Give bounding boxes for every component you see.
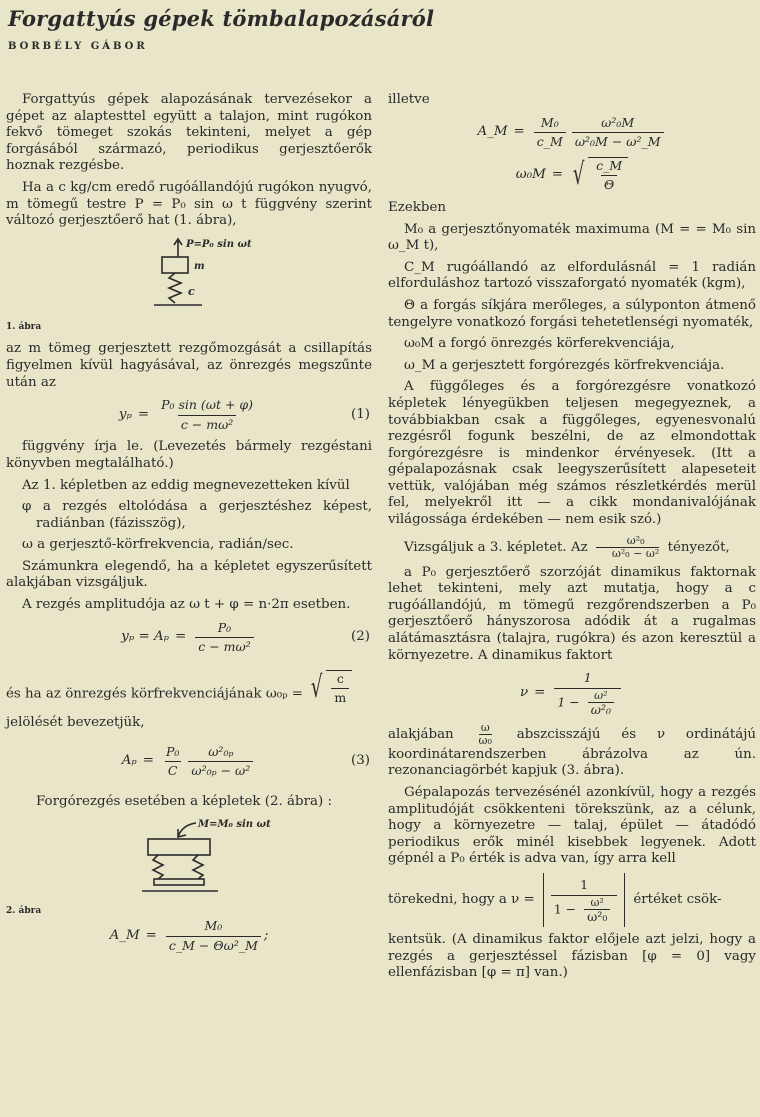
paragraph: kentsük. (A dinamikus faktor előjele azt jelzi, hogy a rezgés a gerjesztéssel fázisban [φ = 0] vagy ellenfázisban [φ = π] van.) (388, 931, 756, 981)
eq4-numerator: M₀ (204, 918, 223, 933)
abscissa-denominator: ω₀ (478, 733, 492, 747)
root-denominator: m (331, 688, 349, 707)
definition-M0: M₀ a gerjesztőnyomaték maximuma (M = = M₀ sin ω_M t), (388, 221, 756, 254)
equation-4: A_M = $\frac{\text{M₀}}{\text{c\_M − Θω²\_M}}$ ; (109, 918, 269, 953)
paragraph: Az 1. képletben az eddig megnevezetteken kívül (22, 477, 350, 493)
paragraph: a P₀ gerjesztőerő szorzóját dinamikus faktornak lehet tekinteni, mely azt mutatja, hogy a c rugóállandójú, m tömegű rezgőrendszerben a P₀ gerjesztőerő hányszorosa adódik át a rugalmas alátámasztásra (talajra, rugókra) és azon keresztül a környezetre. A dinamikus faktort (388, 564, 756, 663)
left-column (6, 92, 372, 960)
eq7-lhs: ν (520, 684, 529, 700)
abs-numerator: 1 (580, 877, 589, 893)
paragraph-factor (388, 535, 756, 560)
fig2-moment-label: M=M₀ sin ωt (198, 819, 271, 831)
text: Vizsgáljuk a 3. képletet. Az (404, 539, 588, 555)
figure-2-caption: 2. ábra (6, 906, 42, 917)
paragraph: A függőleges és a forgórezgésre vonatkozó képletek lényegükben teljesen megegyeznek, a továbbiakban csak a függőleges, egyenesvonalú rezgésről fogunk beszélni, de az elmondottak forgórezgésre is mindenkor érvényesek. (Itt a gépalapozásnak csak leegyszerűsített alapeseteit vettük, valójában még számos részletkérdés merül fel, melyekről itt — a cikk mondanivalójának világossága érdekében — nem esik szó.) (388, 379, 756, 528)
definition-phi: φ a rezgés eltolódása a gerjesztéshez képest, radiánban (fázisszög), (22, 499, 372, 531)
eq6-numerator: c_M (596, 157, 623, 173)
factor-denominator: ω²₀ − ω² (596, 547, 659, 560)
text: abszcisszájú és ν ordinátájú koordinátarendszerben ábrázolva az ún. rezonanciagörbét kapjuk (3. ábra). (388, 726, 756, 779)
equation-7: ν = 1 1 − $\frac{\text{ω²}}{\text{ω²₀}}$ (388, 670, 756, 716)
root-numerator: c (336, 670, 344, 686)
text: tényezőt, (667, 539, 730, 555)
eq1-numerator: P₀ sin (ωt + φ) (161, 397, 254, 413)
fig1-force-label: P=P₀ sin ωt (186, 238, 252, 250)
eq2-number: (2) (351, 629, 370, 645)
fig1-mass-label: m (194, 260, 205, 272)
paragraph-resonance (388, 722, 756, 780)
eq2-lhs: yₚ = Aₚ (121, 629, 169, 645)
eq5-num2: ω²₀M (601, 114, 635, 130)
eq4-lhs: A_M (109, 927, 140, 943)
text: értéket csök- (633, 891, 722, 907)
figure-2-torsion (6, 815, 372, 901)
paragraph: Ha a c kg/cm eredő rugóállandójú rugókon nyugvó, m tömegű testre P = P₀ sin ω t függvény szerint változó gerjesztőerő hat (1. ábra), (6, 179, 372, 229)
eq5-den2: ω²₀M − ω²_M (572, 132, 664, 151)
eq5-num1: M₀ (540, 114, 559, 130)
paragraph-omega-definition: és ha az önrezgés körfrekvenciájának ω₀ₚ = √ $\frac{c}{m}$ (6, 670, 372, 707)
paragraph: Ezekben (388, 199, 446, 215)
eq2-numerator: P₀ (217, 619, 232, 635)
abs-denominator (551, 895, 618, 923)
factor-numerator: ω²₀ (626, 533, 645, 547)
eq1-denominator: c − mω² (178, 415, 236, 434)
eq7-numerator: 1 (583, 670, 592, 686)
eq5-lhs: A_M (477, 124, 508, 140)
inner-denominator: ω²₀ (584, 909, 610, 923)
eq4-tail: ; (263, 927, 269, 943)
omega0p-text: és ha az önrezgés körfrekvenciájának ω₀ₚ = (6, 686, 303, 702)
equation-1: yₚ = $\frac{\text{P₀ sin (ωt + φ)}}{\text{c − mω²}}$ (1) (118, 397, 370, 432)
inner-denominator: ω²₀ (588, 702, 614, 716)
equation-5: A_M = $\frac{\text{M₀}}{c\_M}$ $\frac{\text{ω²₀M}}{\text{ω²₀M − ω²\_M}}$ (388, 115, 756, 151)
paragraph: jelölését bevezetjük, (6, 715, 145, 731)
paragraph: függvény írja le. (Levezetés bármely rezgéstani könyvben megtalálható.) (6, 439, 372, 471)
equation-2: yₚ = Aₚ = $\frac{\text{P₀}}{\text{c − mω²}}$ (2) (121, 619, 370, 655)
paragraph: A rezgés amplitudója az ω t + φ = n·2π esetben. (22, 597, 351, 613)
paragraph-abs-factor (388, 873, 756, 927)
inner-numerator: ω² (594, 688, 608, 702)
equation-6: ω₀M = √ $\frac{c\_M}{\Theta}$ (388, 157, 756, 194)
eq5-den1: c_M (534, 132, 566, 151)
paragraph: Forgórezgés esetében a képletek (2. ábra) : (36, 793, 332, 809)
text: alakjában (388, 726, 454, 742)
eq6-lhs: ω₀M (515, 167, 546, 183)
fig1-spring-label: c (188, 284, 195, 298)
definition-omega0M: ω₀M a forgó önrezgés körferekvenciája, (404, 336, 675, 352)
figure-1-caption: 1. ábra (6, 321, 42, 332)
paragraph: Számunkra elegendő, ha a képletet egyszerűsített alakjában vizsgáljuk. (6, 558, 372, 591)
definition-theta: Θ a forgás síkjára merőleges, a súlyponton átmenő tengelyre vonatkozó forgási tehetetlenségi nyomaték, (388, 297, 756, 330)
paragraph: illetve (388, 92, 430, 107)
eq2-denominator: c − mω² (195, 637, 253, 656)
author-name: BORBÉLY GÁBOR (8, 41, 148, 52)
eq1-lhs: yₚ (118, 406, 132, 422)
paragraph: Gépalapozás tervezésénél azonkívül, hogy a rezgés amplitudóját csökkenteni törekszünk, az a célunk, hogy a környezetre — talaj, épület — átadódó periodikus erők minél kisebbek legyenek. Adott gépnél a P₀ érték is adva van, így arra kell (388, 785, 756, 867)
definition-CM: C_M rugóállandó az elfordulásnál = 1 radián elforduláshoz tartozó visszaforgató nyomaték (kgm), (388, 259, 756, 292)
text: 1 − (553, 901, 577, 917)
figure-1-spring-mass (6, 235, 372, 317)
eq4-denominator: c_M − Θω²_M (166, 936, 261, 955)
eq3-den2: ω²₀ₚ − ω² (188, 761, 253, 780)
article-title: Forgattyús gépek tömbalapozásáról (8, 6, 435, 31)
text: 1 − (557, 694, 580, 710)
definition-omegaM: ω_M a gerjesztett forgórezgés körfrekvenciája. (404, 357, 725, 373)
abscissa-numerator: ω (480, 720, 490, 734)
eq3-den1: C (165, 761, 181, 780)
eq3-num2: ω²₀ₚ (208, 743, 234, 759)
definition-omega: ω a gerjesztő-körfrekvencia, radián/sec. (22, 537, 294, 553)
eq6-denominator: Θ (601, 175, 617, 194)
eq3-num1: P₀ (166, 743, 180, 759)
inner-numerator: ω² (590, 895, 604, 909)
eq3-lhs: Aₚ (121, 753, 137, 769)
equation-3: Aₚ = $\frac{\text{P₀}}{C}$ $\frac{\text{ω²₀ₚ}}{\text{ω²₀ₚ − ω²}}$ (3) (121, 743, 370, 779)
eq1-number: (1) (351, 406, 370, 422)
eq7-denominator (554, 688, 621, 716)
right-column (388, 92, 756, 987)
text: törekedni, hogy a ν = (388, 891, 535, 907)
paragraph: az m tömeg gerjesztett rezgőmozgását a csillapítás figyelmen kívül hagyásával, az önrezgés megszűnte után az (6, 341, 372, 390)
paragraph: Forgattyús gépek alapozásának tervezésekor a gépet az alaptesttel együtt a talajon, mint rugókon fekvő tömeget szokás tekinteni, melyet a gép forgásából származó, periodikus gerjesztőerők hoznak rezgésbe. (6, 92, 372, 174)
eq3-number: (3) (351, 753, 370, 769)
